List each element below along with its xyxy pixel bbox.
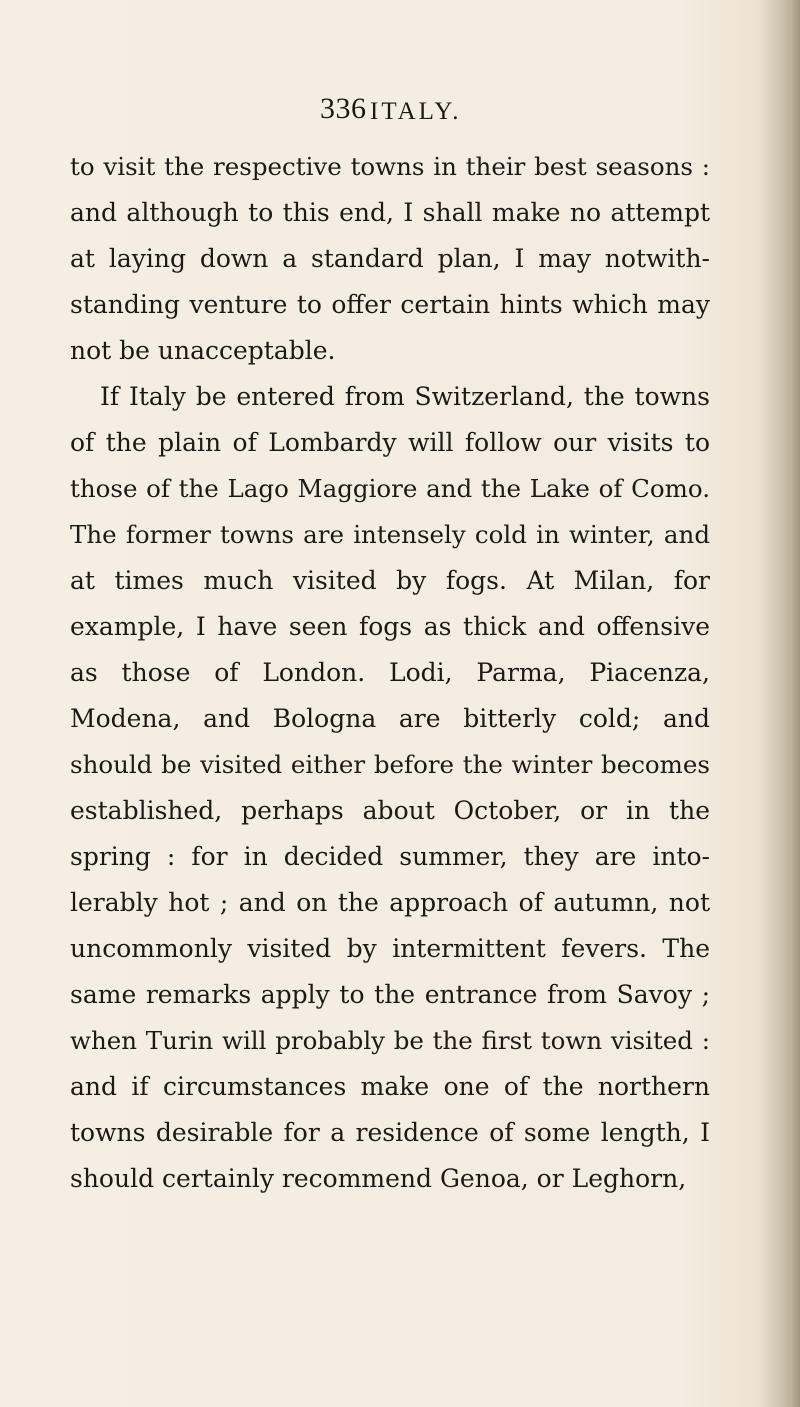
text-line: uncommonly visited by intermittent fevers. The [70,934,710,963]
text-line: example, I have seen fogs as thick and offensive [70,612,710,641]
text-line: spring : for in decided summer, they are into- [70,842,710,871]
text-line: established, perhaps about October, or in the [70,796,710,825]
text-line: Modena, and Bologna are bitterly cold; and [70,704,710,733]
text-line: should be visited either before the winter becomes [70,750,710,779]
text-line: same remarks apply to the entrance from Savoy ; [70,980,710,1009]
text-line: and although to this end, I shall make no attempt [70,198,710,227]
text-line: at laying down a standard plan, I may notwith- [70,244,710,273]
text-line: The former towns are intensely cold in winter, and [70,520,710,549]
page-number: 336 [320,92,367,125]
text-line: If Italy be entered from Switzerland, the towns [100,382,710,411]
text-line: and if circumstances make one of the northern [70,1072,710,1101]
text-line: when Turin will probably be the first town visited : [70,1026,710,1055]
text-line: standing venture to offer certain hints which may [70,290,710,319]
text-line: towns desirable for a residence of some length, I [70,1118,710,1147]
text-line: of the plain of Lombardy will follow our visits to [70,428,710,457]
text-line: as those of London. Lodi, Parma, Piacenza, [70,658,710,687]
paragraph-1 [70,144,710,374]
text-line: to visit the respective towns in their best seasons : [70,152,710,181]
running-head: ITALY. [370,98,462,125]
page-edge-shadow [754,0,800,1407]
text-line: at times much visited by fogs. At Milan, for [70,566,710,595]
text-line: those of the Lago Maggiore and the Lake of Como. [70,474,710,503]
paragraph-2 [70,374,710,1202]
text-line: should certainly recommend Genoa, or Leghorn, [70,1164,687,1193]
body-text [70,144,710,1202]
text-line: not be unacceptable. [70,336,336,365]
text-line: lerably hot ; and on the approach of autumn, not [70,888,710,917]
